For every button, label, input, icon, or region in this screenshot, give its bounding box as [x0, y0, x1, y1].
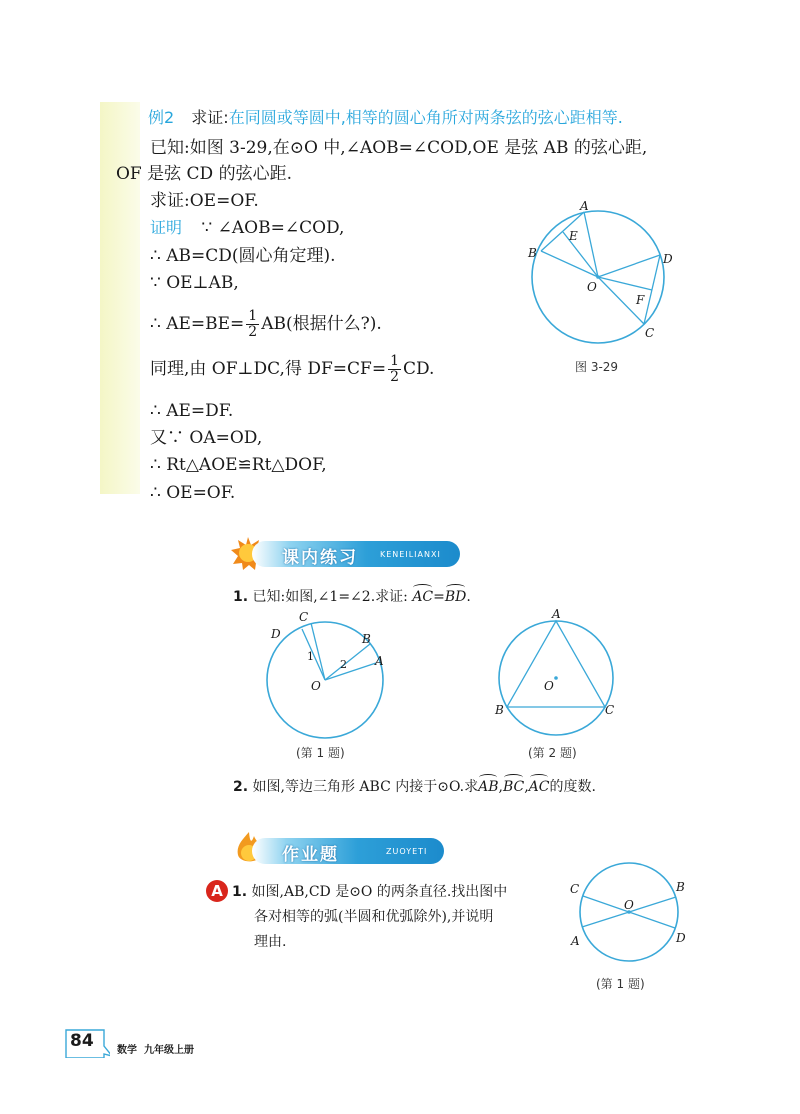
segment-ob — [541, 251, 598, 277]
proof-step-7: 又∵ OA=OD, — [150, 428, 263, 448]
example-label: 例2 — [148, 108, 175, 127]
homework-banner-title: 作业题 — [282, 845, 339, 865]
page-number: 84 — [70, 1031, 94, 1051]
level-a-badge: A — [206, 880, 228, 902]
arc-bc: BC — [503, 776, 524, 798]
practice-question-1 — [233, 586, 471, 608]
question-number: 1. — [232, 884, 248, 900]
practice-figure-2-caption: (第 2 题) — [528, 746, 577, 760]
proof-step-4 — [150, 306, 382, 342]
practice-banner-subtitle: KENEILIANXI — [380, 550, 441, 559]
label-f: F — [636, 293, 645, 307]
triangle-abc — [507, 621, 605, 707]
figure-3-29 — [520, 195, 680, 355]
proof-step-5 — [150, 351, 434, 387]
frac-denominator: 2 — [248, 324, 258, 340]
question-end: 的度数. — [549, 779, 596, 795]
label-o: O — [544, 679, 554, 693]
frac-denominator: 2 — [390, 369, 400, 385]
label-o: O — [624, 898, 634, 912]
arc-ac: AC — [529, 776, 550, 798]
question-number: 2. — [233, 779, 249, 795]
practice-figure-1 — [255, 608, 405, 743]
proof-step-6: ∴ AE=DF. — [150, 401, 234, 421]
given-line-2: OF 是弦 CD 的弦心距. — [116, 164, 292, 184]
proof-step-text: AB(根据什么?). — [261, 314, 382, 334]
fraction-half — [246, 309, 259, 340]
proof-label: 证明 — [150, 218, 183, 237]
question-text-line1: 如图,AB,CD 是⊙O 的两条直径.找出图中 — [251, 884, 508, 900]
arc-ab: AB — [478, 776, 498, 798]
fraction-half — [388, 354, 401, 385]
question-text-line3: 理由. — [254, 934, 287, 950]
frac-numerator: 1 — [390, 353, 400, 369]
question-text: 如图,等边三角形 ABC 内接于⊙O.求 — [252, 779, 479, 795]
equals-sign: = — [433, 589, 445, 605]
arc-bd: BD — [445, 586, 467, 608]
proof-step-text: 同理,由 OF⊥DC,得 DF=CF= — [150, 359, 387, 379]
label-d: D — [676, 931, 686, 945]
practice-figure-1-caption: (第 1 题) — [296, 746, 345, 760]
homework-banner-subtitle: ZUOYETI — [386, 847, 428, 856]
label-b: B — [528, 246, 537, 260]
label-o: O — [587, 280, 597, 294]
separator: , — [524, 779, 529, 795]
period: . — [466, 589, 471, 605]
frac-numerator: 1 — [248, 308, 258, 324]
example-prove-prefix: 求证: — [191, 108, 229, 127]
example-title — [148, 107, 623, 129]
label-a: A — [552, 608, 561, 621]
label-b: B — [495, 703, 504, 717]
label-c: C — [605, 703, 615, 717]
example-highlight-strip — [100, 102, 140, 494]
homework-figure-1-caption: (第 1 题) — [596, 977, 645, 991]
proof-step-text: ∴ AE=BE= — [150, 314, 245, 334]
segment-of — [598, 277, 652, 290]
label-a: A — [580, 199, 589, 213]
label-a: A — [375, 654, 384, 668]
homework-question-1 — [232, 880, 507, 955]
given-line-1: 已知:如图 3-29,在⊙O 中,∠AOB=∠COD,OE 是弦 AB 的弦心距, — [150, 138, 648, 158]
label-o: O — [311, 679, 321, 693]
homework-banner — [232, 834, 444, 866]
segment-ob — [325, 644, 370, 680]
label-c: C — [570, 882, 580, 896]
practice-banner-title: 课内练习 — [282, 548, 358, 568]
figure-3-29-caption: 图 3-29 — [575, 360, 619, 374]
label-d: D — [663, 252, 673, 266]
example-statement: 在同圆或等圆中,相等的圆心角所对两条弦的弦心距相等. — [228, 108, 623, 127]
proof-step-text: ∵ ∠AOB=∠COD, — [201, 218, 345, 238]
practice-banner-bar — [252, 541, 460, 567]
center-point — [554, 676, 558, 680]
label-c: C — [645, 326, 655, 340]
segment-od — [598, 255, 660, 277]
label-c: C — [299, 610, 309, 624]
label-b: B — [362, 632, 371, 646]
question-number: 1. — [233, 589, 249, 605]
proof-step-8: ∴ Rt△AOE≌Rt△DOF, — [150, 455, 327, 475]
angle-1-label: 1 — [307, 650, 314, 663]
homework-banner-bar — [252, 838, 444, 864]
practice-banner — [230, 538, 460, 568]
label-d: D — [271, 627, 281, 641]
arc-ac: AC — [412, 586, 433, 608]
separator: , — [498, 779, 503, 795]
label-e: E — [569, 229, 578, 243]
proof-step-3: ∵ OE⊥AB, — [150, 273, 239, 293]
practice-figure-2 — [488, 608, 628, 743]
label-b: B — [676, 880, 685, 894]
proof-step-9: ∴ OE=OF. — [150, 483, 236, 503]
practice-question-2 — [233, 776, 596, 798]
proof-step-1 — [150, 217, 344, 239]
homework-figure-1 — [563, 860, 703, 970]
proof-step-text: CD. — [403, 359, 435, 379]
segment-oa — [325, 663, 376, 680]
proof-step-2: ∴ AB=CD(圆心角定理). — [150, 246, 336, 266]
book-title: 数学 九年级上册 — [117, 1045, 194, 1056]
angle-2-label: 2 — [340, 658, 347, 671]
question-text-line2: 各对相等的弧(半圆和优弧除外),并说明 — [254, 909, 494, 925]
prove-statement: 求证:OE=OF. — [150, 191, 259, 211]
question-text: 已知:如图,∠1=∠2.求证: — [252, 589, 408, 605]
center-point — [596, 275, 600, 279]
label-a: A — [571, 934, 580, 948]
